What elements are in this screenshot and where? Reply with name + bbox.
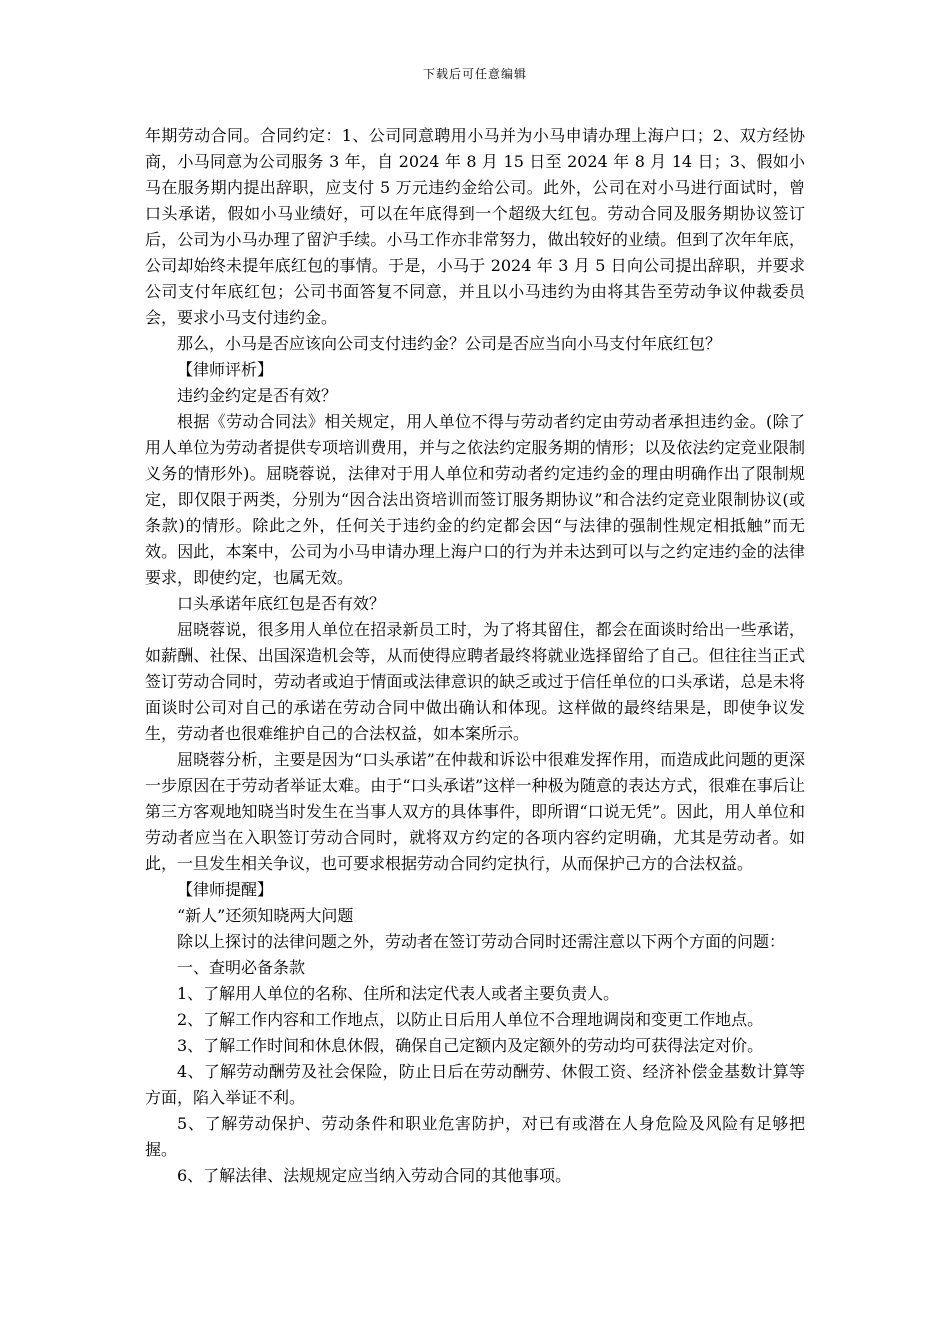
subheading-two-issues: “新人”还须知晓两大问题	[177, 906, 354, 925]
paragraph-question: 那么，小马是否应该向公司支付违约金？公司是否应当向小马支付年底红包？	[177, 334, 722, 353]
paragraph-penalty-analysis: 根据《劳动合同法》相关规定，用人单位不得与劳动者约定由劳动者承担违约金。(除了用人单位为劳动者提供专项培训费用，并与之依法约定服务期的情形；以及依法约定竞业限制义务的情形外)。屈晓蓉说，法律对于用人单位和劳动者约定违约金的理由明确作出了限制规定，即仅限于两类，分别为“因合法出资培训而签订服务期协议”和合法约定竞业限制协议(或条款)的情形。除此之外，任何关于违约金的约定都会因“与法律的强制性规定相抵触”而无效。因此，本案中，公司为小马申请办理上海户口的行为并未达到可以与之约定违约金的法律要求，即使约定，也属无效。	[145, 412, 805, 587]
list-item: 5、了解劳动保护、劳动条件和职业危害防护，对已有或潜在人身危险及风险有足够把握。	[145, 1114, 805, 1159]
page-header: 下载后可任意编辑	[422, 67, 527, 81]
subheading-required-clauses: 一、查明必备条款	[177, 958, 306, 977]
list-item: 6、了解法律、法规规定应当纳入劳动合同的其他事项。	[177, 1166, 572, 1185]
list-item: 1、了解用人单位的名称、住所和法定代表人或者主要负责人。	[177, 984, 620, 1003]
list-item: 4、了解劳动酬劳及社会保险，防止日后在劳动酬劳、休假工资、经济补偿金基数计算等方面，陷入举证不利。	[145, 1062, 805, 1107]
paragraph-continuation: 年期劳动合同。合同约定：1、公司同意聘用小马并为小马申请办理上海户口；2、双方经协商，小马同意为公司服务 3 年，自 2024 年 8 月 15 日至 2024 年 8 月 14 日；3、假如小马在服务期内提出辞职，应支付 5 万元违约金给公司。此外，公司在对小马进行面试时，曾口头承诺，假如小马业绩好，可以在年底得到一个超级大红包。劳动合同及服务期协议签订后，公司为小马办理了留沪手续。小马工作亦非常努力，做出较好的业绩。但到了次年年底，公司却始终未提年底红包的事情。于是，小马于 2024 年 3 月 5 日向公司提出辞职，并要求公司支付年底红包；公司书面答复不同意，并且以小马违约为由将其告至劳动争议仲裁委员会，要求小马支付违约金。	[145, 126, 805, 327]
subheading-penalty-validity: 违约金约定是否有效？	[177, 386, 338, 405]
list-item: 3、了解工作时间和休息休假，确保自己定额内及定额外的劳动均可获得法定对价。	[177, 1036, 764, 1055]
section-heading-lawyer-analysis: 【律师评析】	[177, 360, 274, 379]
subheading-oral-promise: 口头承诺年底红包是否有效？	[177, 594, 386, 613]
list-item: 2、了解工作内容和工作地点，以防止日后用人单位不合理地调岗和变更工作地点。	[177, 1010, 764, 1029]
paragraph-oral-promise-1: 屈晓蓉说，很多用人单位在招录新员工时，为了将其留住，都会在面谈时给出一些承诺，如薪酬、社保、出国深造机会等，从而使得应聘者最终将就业选择留给了自己。但往往当正式签订劳动合同时，劳动者或迫于情面或法律意识的缺乏或过于信任单位的口头承诺，总是未将面谈时公司对自己的承诺在劳动合同中做出确认和体现。这样做的最终结果是，即使争议发生，劳动者也很难维护自己的合法权益，如本案所示。	[145, 620, 805, 743]
paragraph-intro-issues: 除以上探讨的法律问题之外，劳动者在签订劳动合同时还需注意以下两个方面的问题：	[177, 932, 786, 951]
paragraph-oral-promise-2: 屈晓蓉分析，主要是因为“口头承诺”在仲裁和诉讼中很难发挥作用，而造成此问题的更深一步原因在于劳动者举证太难。由于“口头承诺”这样一种极为随意的表达方式，很难在事后让第三方客观地知晓当时发生在当事人双方的具体事件，即所谓“口说无凭”。因此，用人单位和劳动者应当在入职签订劳动合同时，就将双方约定的各项内容约定明确，尤其是劳动者。如此，一旦发生相关争议，也可要求根据劳动合同约定执行，从而保护己方的合法权益。	[145, 750, 805, 873]
section-heading-lawyer-reminder: 【律师提醒】	[177, 880, 274, 899]
document-body	[145, 123, 805, 1189]
